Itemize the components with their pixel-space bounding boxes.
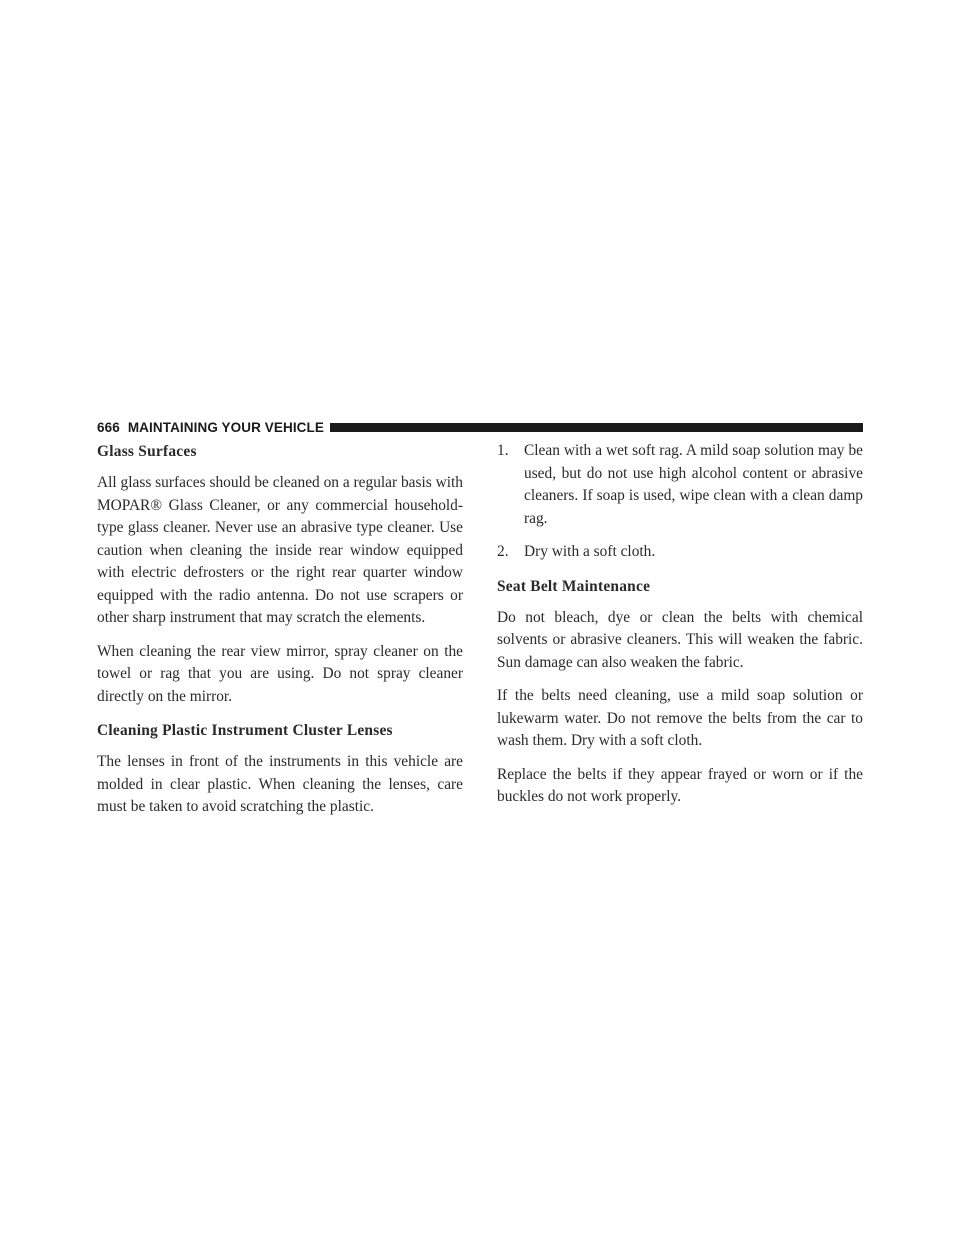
- seat-belt-paragraph-2: If the belts need cleaning, use a mild soap solution or lukewarm water. Do not remove the belts from the car to wash them. Dry with a soft cloth.: [497, 687, 863, 749]
- page-header: [97, 419, 863, 435]
- step-number: 2.: [497, 543, 509, 560]
- cleaning-step-1: [497, 440, 863, 530]
- page-number: 666: [97, 419, 120, 435]
- glass-surfaces-paragraph-1: All glass surfaces should be cleaned on a regular basis with MOPAR® Glass Cleaner, or any commercial household-type glass cleaner. Never use an abrasive type cleaner. Use caution when cleaning the inside rear window equipped with electric defrosters or the right rear quarter window equipped with the radio antenna. Do not use scrapers or other sharp instrument that may scratch the elements.: [97, 474, 463, 626]
- step-number: 1.: [497, 442, 509, 459]
- cleaning-step-2: [497, 541, 863, 564]
- right-column: [497, 440, 863, 820]
- cluster-lenses-paragraph: The lenses in front of the instruments in this vehicle are molded in clear plastic. When cleaning the lenses, care must be taken to avoid scratching the plastic.: [97, 753, 463, 815]
- seat-belt-paragraph-1: Do not bleach, dye or clean the belts with chemical solvents or abrasive cleaners. This will weaken the fabric. Sun damage can also weaken the fabric.: [497, 608, 863, 671]
- left-column: [97, 440, 463, 830]
- cluster-lenses-heading: Cleaning Plastic Instrument Cluster Lenses: [97, 722, 393, 739]
- step-text: Dry with a soft cloth.: [524, 543, 656, 560]
- seat-belt-paragraph-3: Replace the belts if they appear frayed or worn or if the buckles do not work properly.: [497, 765, 863, 805]
- glass-surfaces-paragraph-2: When cleaning the rear view mirror, spray cleaner on the towel or rag that you are using. Do not spray cleaner directly on the mirror.: [97, 642, 463, 705]
- section-title: MAINTAINING YOUR VEHICLE: [127, 419, 324, 435]
- seat-belt-heading: Seat Belt Maintenance: [497, 577, 651, 595]
- glass-surfaces-heading: Glass Surfaces: [97, 443, 197, 460]
- header-rule: [330, 423, 863, 432]
- step-text: Clean with a wet soft rag. A mild soap solution may be used, but do not use high alcohol content or abrasive cleaners. If soap is used, wipe clean with a clean damp rag.: [524, 442, 863, 527]
